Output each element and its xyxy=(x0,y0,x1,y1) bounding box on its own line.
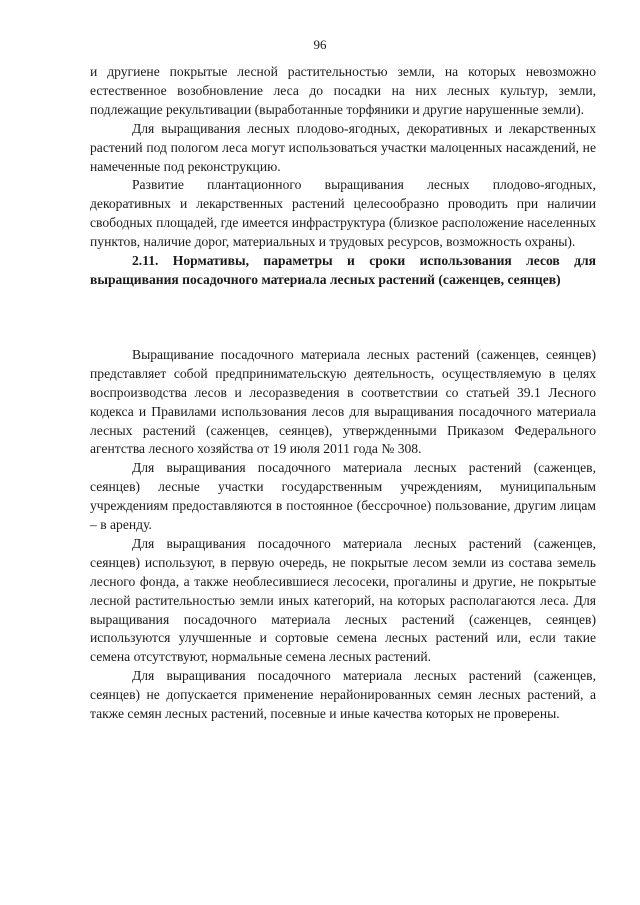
section-heading: 2.11. Нормативы, параметры и сроки использования лесов для выращивания посадочного материала лесных растений (саженцев, сеянцев) xyxy=(90,253,596,287)
spacer xyxy=(90,290,596,346)
paragraph: и другиене покрытые лесной растительностью земли, на которых невозможно естественное возобновление леса до посадки на них лесных культур, земли, подлежащие рекультивации (выработанные торфяники и другие нарушенные земли). xyxy=(90,64,596,117)
page-number: 96 xyxy=(313,37,327,52)
page-body xyxy=(90,63,596,724)
paragraph: Развитие плантационного выращивания лесных плодово-ягодных, декоративных и лекарственных растений целесообразно проводить при наличии свободных площадей, где имеется инфраструктура (близкое расположение населенных пунктов, наличие дорог, материальных и трудовых ресурсов, возможность охраны). xyxy=(90,177,596,250)
paragraph: Для выращивания посадочного материала лесных растений (саженцев, сеянцев) используют, в первую очередь, не покрытые лесом земли из состава земель лесного фонда, а также необлесившиеся лесосеки, прогалины и другие, не покрытые лесной растительностью земли иных категорий, на которых располагаются леса. Для выращивания посадочного материала лесных растений (саженцев, сеянцев) используются улучшенные и сортовые семена лесных растений или, если такие семена отсутствуют, нормальные семена лесных растений. xyxy=(90,535,596,665)
paragraph: Выращивание посадочного материала лесных растений (саженцев, сеянцев) представляет собой предпринимательскую деятельность, осуществляемую в целях воспроизводства лесов и лесоразведения в соответствии со статьей 39.1 Лесного кодекса и Правилами использования лесов для выращивания посадочного материала лесных растений (саженцев, сеянцев), утвержденными Приказом Федерального агентства лесного хозяйства от 19 июля 2011 года № 308. xyxy=(90,346,596,457)
paragraph: Для выращивания лесных плодово-ягодных, декоративных и лекарственных растений под пологом леса могут использоваться участки малоценных насаждений, не намеченные под реконструкцию. xyxy=(90,120,596,174)
paragraph: Для выращивания посадочного материала лесных растений (саженцев, сеянцев) не допускается применение нерайонированных семян лесных растений, а также семян лесных растений, посевные и иные качества которых не проверены. xyxy=(90,668,596,722)
paragraph: Для выращивания посадочного материала лесных растений (саженцев, сеянцев) лесные участки государственным учреждениям, муниципальным учреждениям предоставляются в постоянное (бессрочное) пользование, другим лицам – в аренду. xyxy=(90,460,596,533)
